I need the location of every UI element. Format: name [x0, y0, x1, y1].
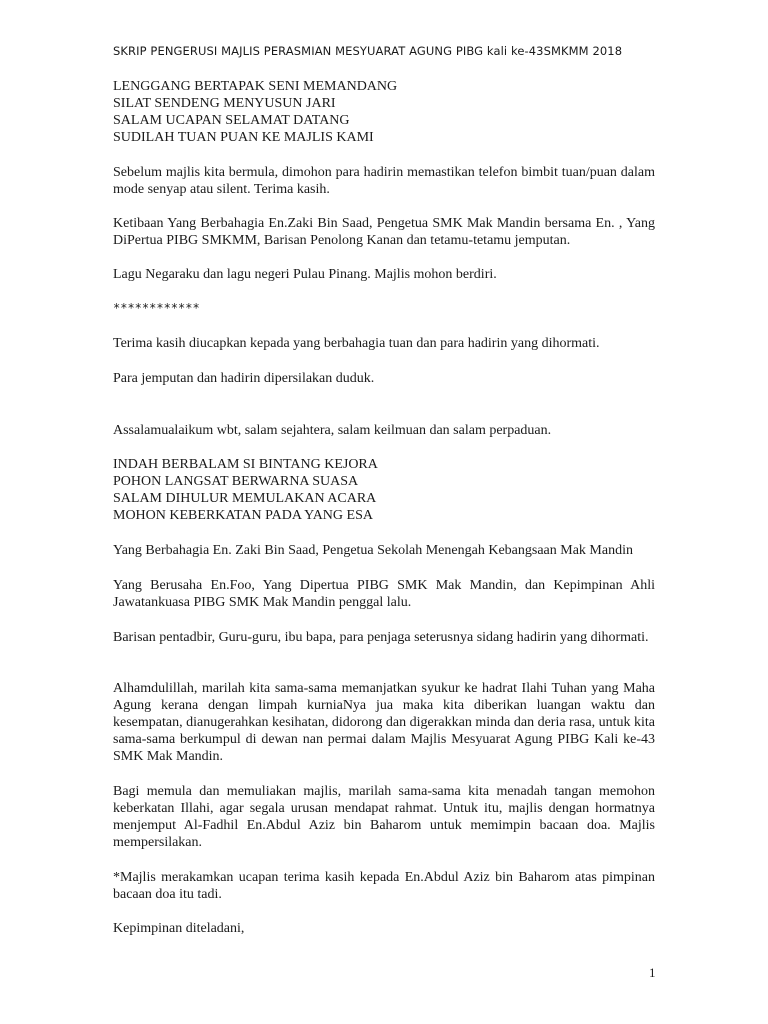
pantun-line: SALAM DIHULUR MEMULAKAN ACARA	[113, 491, 377, 506]
pantun-line: SUDILAH TUAN PUAN KE MAJLIS KAMI	[113, 130, 374, 145]
pantun-line: LENGGANG BERTAPAK SENI MEMANDANG	[113, 79, 398, 94]
page-number: 1	[649, 965, 656, 980]
paragraph-alhamdulillah: Alhamdulillah, marilah kita sama-sama memanjatkan syukur ke hadrat Ilahi Tuhan yang Maha Agung kerana dengan limpah kurniaNya jua maka kita diberikan luangan waktu dan kesempatan, dianugerahkan kesihatan, didorong dan digerakkan minda dan deria rasa, untuk kita sama-sama berkumpul di dewan nan permai dalam Majlis Mesyuarat Agung PIBG Kali ke-43 SMK Mak Mandin.	[113, 681, 655, 764]
pantun-second	[113, 456, 655, 524]
paragraph-pibg: Yang Berusaha En.Foo, Yang Dipertua PIBG SMK Mak Mandin, dan Kepimpinan Ahli Jawatankuasa PIBG SMK Mak Mandin penggal lalu.	[113, 578, 655, 610]
paragraph-arrival: Ketibaan Yang Berbahagia En.Zaki Bin Saad, Pengetua SMK Mak Mandin bersama En. , Yang DiPertua PIBG SMKMM, Barisan Penolong Kanan dan tetamu-tetamu jemputan.	[113, 216, 655, 248]
paragraph-principal: Yang Berbahagia En. Zaki Bin Saad, Pengetua Sekolah Menengah Kebangsaan Mak Mandin	[113, 543, 633, 558]
page-header: SKRIP PENGERUSI MAJLIS PERASMIAN MESYUARAT AGUNG PIBG kali ke-43SMKMM 2018	[113, 44, 623, 58]
pantun-line: POHON LANGSAT BERWARNA SUASA	[113, 474, 359, 489]
paragraph-doa: Bagi memula dan memuliakan majlis, marilah sama-sama kita menadah tangan memohon keberkatan Illahi, agar segala urusan mendapat rahmat. Untuk itu, majlis dengan hormatnya menjemput Al-Fadhil En.Abdul Aziz bin Baharom untuk memimpin bacaan doa. Majlis mempersilakan.	[113, 784, 655, 850]
paragraph-doa-thanks: *Majlis merakamkan ucapan terima kasih kepada En.Abdul Aziz bin Baharom atas pimpinan bacaan doa itu tadi.	[113, 870, 655, 902]
paragraph-seated: Para jemputan dan hadirin dipersilakan duduk.	[113, 371, 375, 386]
paragraph-anthem: Lagu Negaraku dan lagu negeri Pulau Pinang. Majlis mohon berdiri.	[113, 267, 497, 282]
paragraph-phone-notice: Sebelum majlis kita bermula, dimohon para hadirin memastikan telefon bimbit tuan/puan dalam mode senyap atau silent. Terima kasih.	[113, 165, 655, 197]
separator-stars: ************	[113, 301, 200, 315]
pantun-line: SALAM UCAPAN SELAMAT DATANG	[113, 113, 350, 128]
pantun-line: MOHON KEBERKATAN PADA YANG ESA	[113, 508, 373, 523]
pantun-line: INDAH BERBALAM SI BINTANG KEJORA	[113, 457, 378, 472]
paragraph-audience: Barisan pentadbir, Guru-guru, ibu bapa, para penjaga seterusnya sidang hadirin yang dihormati.	[113, 630, 649, 645]
pantun-opening	[113, 78, 655, 146]
pantun-line: SILAT SENDENG MENYUSUN JARI	[113, 96, 336, 111]
paragraph-greeting: Assalamualaikum wbt, salam sejahtera, salam keilmuan dan salam perpaduan.	[113, 423, 552, 438]
paragraph-thanks: Terima kasih diucapkan kepada yang berbahagia tuan dan para hadirin yang dihormati.	[113, 336, 600, 351]
paragraph-closing: Kepimpinan diteladani,	[113, 921, 245, 936]
